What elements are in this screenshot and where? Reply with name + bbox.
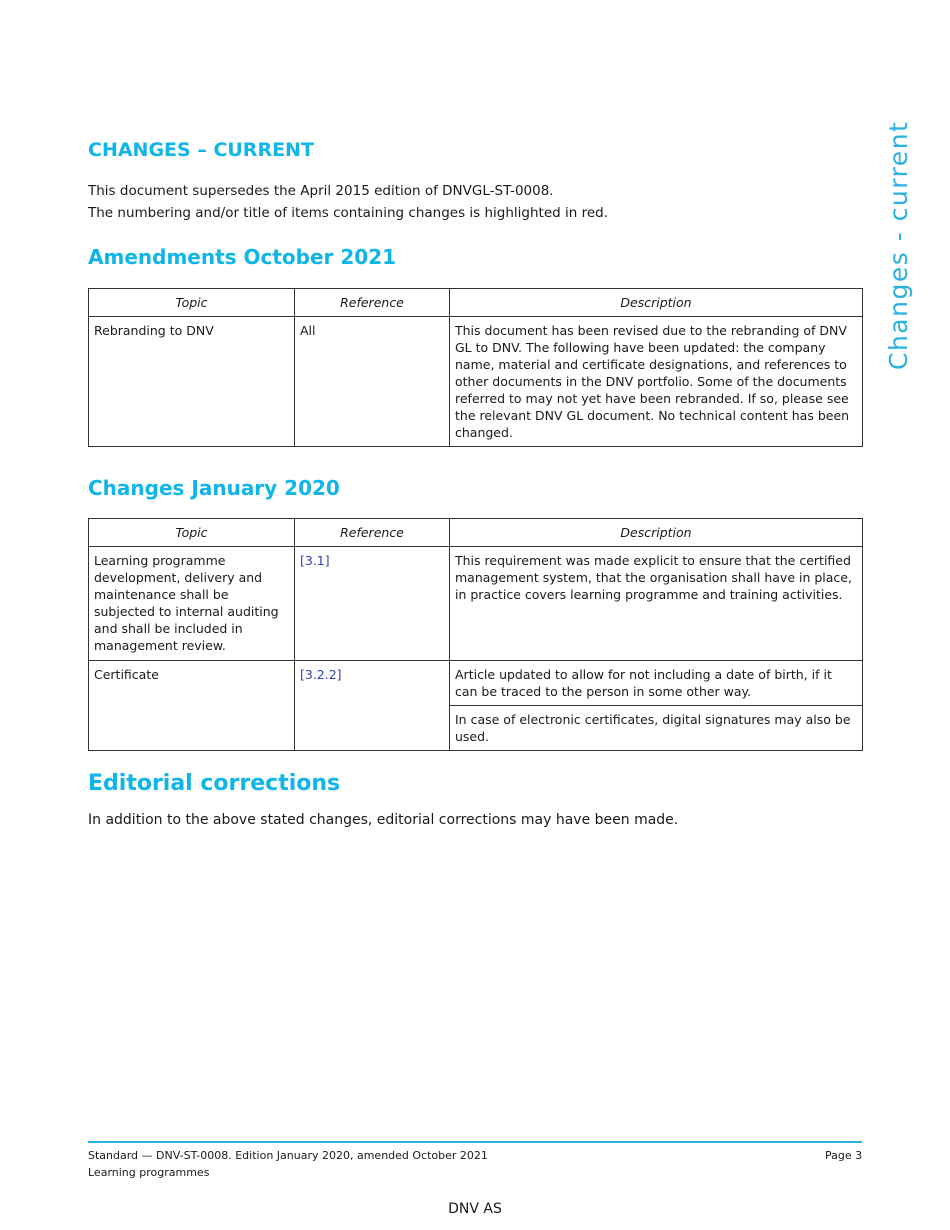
cell-reference: All xyxy=(295,317,450,447)
cell-description: This requirement was made explicit to ensure that the certified management system, that the organisation shall have in place, in practice covers learning programme and training activities. xyxy=(450,547,863,661)
footer-info xyxy=(88,1147,488,1181)
cell-topic: Learning programme development, delivery and maintenance shall be subjected to internal auditing and shall be included in management review. xyxy=(89,547,295,661)
cell-topic: Certificate xyxy=(89,661,295,751)
intro-line-1: This document supersedes the April 2015 edition of DNVGL-ST-0008. xyxy=(88,183,554,199)
cell-description: Article updated to allow for not including a date of birth, if it can be traced to the person in some other way. xyxy=(450,661,863,706)
table-row xyxy=(89,317,863,447)
side-section-title: Changes - current xyxy=(884,120,913,370)
header-reference: Reference xyxy=(295,289,450,317)
reference-link[interactable]: [3.1] xyxy=(295,547,450,661)
company-name: DNV AS xyxy=(448,1201,502,1217)
table-row xyxy=(89,661,863,706)
table-header-row xyxy=(89,289,863,317)
changes-table xyxy=(88,518,863,751)
cell-description-2: In case of electronic certificates, digital signatures may also be used. xyxy=(450,706,863,751)
header-description: Description xyxy=(450,519,863,547)
table-header-row xyxy=(89,519,863,547)
header-topic: Topic xyxy=(89,519,295,547)
page-title: CHANGES – CURRENT xyxy=(88,139,314,161)
footer-divider xyxy=(88,1141,862,1143)
changes-heading: Changes January 2020 xyxy=(88,476,340,500)
reference-link[interactable]: [3.2.2] xyxy=(295,661,450,751)
cell-description: This document has been revised due to the rebranding of DNV GL to DNV. The following have been updated: the company name, material and certificate designations, and references to other documents in the DNV portfolio. Some of the documents referred to may not yet have been rebranded. If so, please see the relevant DNV GL document. No technical content has been changed. xyxy=(450,317,863,447)
header-description: Description xyxy=(450,289,863,317)
amendments-table xyxy=(88,288,863,447)
header-topic: Topic xyxy=(89,289,295,317)
intro-line-2: The numbering and/or title of items containing changes is highlighted in red. xyxy=(88,205,609,221)
footer-standard: Standard — DNV-ST-0008. Edition January 2020, amended October 2021 xyxy=(88,1149,488,1162)
amendments-heading: Amendments October 2021 xyxy=(88,245,397,269)
header-reference: Reference xyxy=(295,519,450,547)
cell-topic: Rebranding to DNV xyxy=(89,317,295,447)
editorial-text: In addition to the above stated changes, editorial corrections may have been made. xyxy=(88,812,679,828)
table-row xyxy=(89,547,863,661)
footer-subtitle: Learning programmes xyxy=(88,1166,210,1179)
intro-text xyxy=(88,180,608,224)
page-number: Page 3 xyxy=(825,1149,863,1162)
editorial-heading: Editorial corrections xyxy=(88,771,341,796)
